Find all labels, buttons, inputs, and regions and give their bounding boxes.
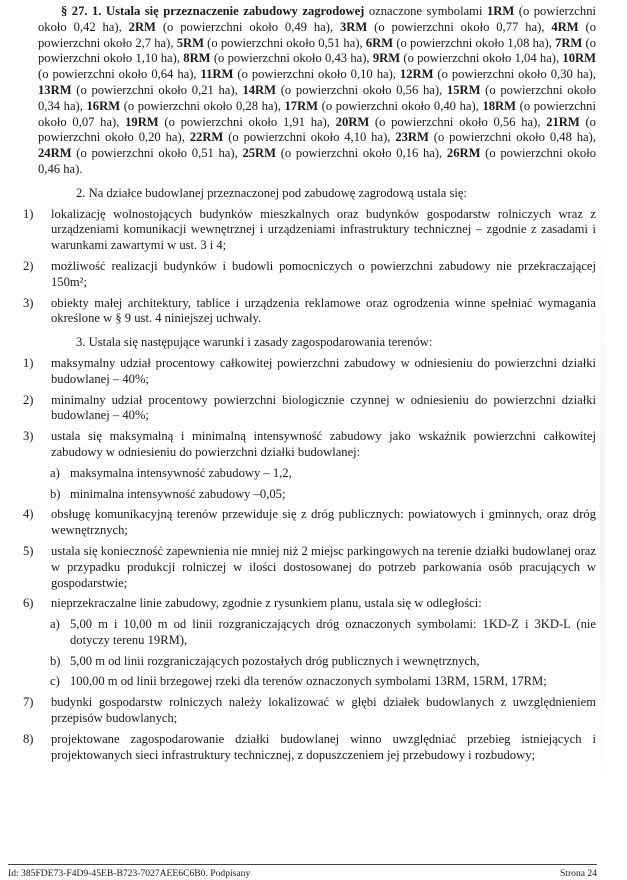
parcel-area: (o powierzchni około 0,77 ha), [367,19,552,34]
section-lead-text: oznaczone symbolami [364,4,487,18]
parcel-symbol: 9RM [372,51,401,66]
list-item [23,295,596,328]
page-footer [8,864,597,879]
parcel-symbol: 23RM [395,130,429,145]
list-item [23,695,596,727]
parcel-area: (o powierzchni około 0,43 ha), [210,51,373,66]
item-text: 100,00 m od linii brzegowej rzeki dla terenów oznaczonych symbolami 13RM, 15RM, 17RM; [70,674,547,689]
item-number: b) [50,486,61,501]
parcel-symbol: 5RM [176,35,204,50]
parcel-area: (o powierzchni około 4,10 ha), [223,130,396,145]
item-text: ustala się konieczność zapewnienia nie mniej niż 2 miejsc parkingowych na terenie działki budowlanej oraz w przypadku produkcji rolniczej w ilości dostosowanej do potrzeb parkowania osób pracujących w gospodarstwie; [51,543,596,590]
list-item [23,543,596,591]
item-text: możliwość realizacji budynków i budowli pomocniczych o powierzchni zabudowy nie przekraczającej 150m²; [51,258,596,289]
parcel-area: (o powierzchni około 0,56 ha), [369,114,547,129]
item-text: maksymalna intensywność zabudowy – 1,2, [70,465,292,480]
parcel-symbol: 22RM [189,130,224,145]
item-text: obiekty małej architektury, tablice i urządzenia reklamowe oraz ogrodzenia winne spełniać wymagania określone w § 9 ust. 4 niniejszej uchwały. [51,295,596,326]
parcel-area: (o powierzchni około 1,04 ha), [400,51,563,66]
item-number: a) [50,465,60,480]
list-item [23,258,596,291]
item-number: 5) [23,543,34,558]
item-number: a) [50,617,60,632]
item-text: minimalny udział procentowy powierzchni biologicznie czynnej w odniesieniu do powierzchni działki budowlanej – 40%; [51,392,596,423]
parcel-area: (o powierzchni około 1,08 ha), [393,35,556,50]
document-page [23,4,596,768]
item-number: 7) [23,695,34,710]
section-lead: § 27. 1. Ustala się przeznaczenie zabudowy zagrodowej [61,4,365,18]
parcel-area: (o powierzchni około 0,21 ha), [71,82,243,97]
parcel-area: (o powierzchni około 0,07 ha), [38,98,596,129]
item-text: obsługę komunikacyjną terenów przewiduje się z dróg publicznych: powiatowych i gminnych, oraz dróg wewnętrznych; [51,507,596,538]
parcel-area: (o powierzchni około 0,34 ha), [38,82,596,113]
section-27-paragraph [38,4,596,178]
parcel-area: (o powierzchni około 0,51 ha), [203,35,366,50]
item-number: b) [50,653,61,668]
parcel-symbol: 1RM [486,4,515,18]
parcel-area: (o powierzchni około 0,64 ha), [38,67,201,82]
parcel-symbol: 7RM [555,35,583,50]
list-item [23,596,596,612]
parcel-symbol: 19RM [125,114,159,129]
item-number: 6) [23,596,34,611]
item-number: 3) [23,295,34,310]
list-item [23,507,596,539]
parcel-symbol: 4RM [551,19,579,34]
parcel-area: (o powierzchni około 0,20 ha), [38,114,596,145]
item-number: 4) [23,507,34,522]
list-item [23,731,596,764]
parcel-area: (o powierzchni około 0,48 ha), [428,130,596,145]
item-text: projektowane zagospodarowanie działki budowlanej winno uwzględniać przebieg istniejących i projektowanych sieci infrastruktury technicznej, z dopuszczeniem jej przebudowy i rozbudowy; [51,731,596,762]
item-text: lokalizację wolnostojących budynków mieszkalnych oraz budynków gospodarstw rolniczych wraz z urządzeniami komunikacji wewnętrznej i urządzeniami infrastruktury technicznej – zgodnie z zasadami i warunkami zawartymi w ust. 3 i 4; [51,206,596,253]
parcel-symbol: 26RM [446,146,481,161]
parcel-area: (o powierzchni około 1,10 ha), [38,35,596,66]
parcel-symbol: 25RM [242,146,277,161]
parcel-symbol: 14RM [242,82,277,97]
parcel-area: (o powierzchni około 0,16 ha), [276,146,447,161]
item-text: 5,00 m i 10,00 m od linii rozgraniczających dróg oznaczonych symbolami: 1KD-Z i 3KD-L (nie dotyczy terenu 19RM), [70,617,596,647]
parcel-symbol: 3RM [339,19,368,34]
list-item [23,429,596,461]
parcel-symbol: 12RM [399,67,434,82]
item-text: ustala się maksymalną i minimalną intensywność zabudowy jako wskaźnik powierzchni całkowitej zabudowy w odniesieniu do powierzchni działki budowlanej: [51,429,596,459]
parcel-symbol: 24RM [38,146,72,161]
parcel-area: (o powierzchni około 0,51 ha), [71,146,243,161]
parcel-area: (o powierzchni około 0,49 ha), [155,19,340,34]
sub-list-item [38,674,596,690]
part-2-list [23,206,596,328]
parcel-symbol: 8RM [183,51,211,66]
parcel-symbol: 11RM [200,67,234,82]
parcel-symbol: 15RM [446,82,481,97]
item-text: nieprzekraczalne linie zabudowy, zgodnie z rysunkiem planu, ustala się w odległości: [51,596,482,611]
list-item [23,206,596,254]
part-2-heading: 2. Na działce budowlanej przeznaczonej pod zabudowę zagrodową ustala się: [76,185,467,200]
item-number: c) [50,674,60,689]
page-number: Strona 24 [559,868,597,879]
parcel-symbol: 16RM [86,98,121,113]
sub-list-item [38,487,596,503]
scan-shadow [600,210,605,810]
parcel-area: (o powierzchni około 0,42 ha), [38,4,596,34]
parcel-area: (o powierzchni około 2,7 ha), [38,19,596,50]
parcel-symbol: 17RM [284,98,319,113]
item-number: 2) [23,392,34,407]
item-number: 2) [23,258,34,273]
parcel-symbol: 21RM [546,114,580,129]
item-text: 5,00 m od linii rozgraniczających pozostałych dróg publicznych i wewnętrznych, [70,653,480,668]
parcel-area: (o powierzchni około 0,40 ha), [318,98,483,113]
part-3-heading: 3. Ustala się następujące warunki i zasady zagospodarowania terenów: [76,335,433,350]
sub-list-item [38,466,596,482]
item-text: budynki gospodarstw rolniczych należy lokalizować w głębi działek budowlanych z uwzględnieniem przepisów budowlanych; [51,695,596,726]
parcel-symbol: 13RM [38,82,72,97]
parcel-symbol: 6RM [365,35,394,50]
sub-list-item [38,617,596,649]
item-text: minimalna intensywność zabudowy –0,05; [70,486,286,501]
parcel-area: (o powierzchni około 0,46 ha). [38,146,596,176]
sub-list-item [38,654,596,670]
item-number: 3) [23,429,34,444]
item-text: maksymalny udział procentowy całkowitej powierzchni zabudowy w odniesieniu do powierzchni działki budowlanej – 40%; [51,355,596,386]
parcel-area: (o powierzchni około 0,30 ha), [433,67,596,82]
list-item [23,355,596,388]
parcel-symbol: 10RM [562,51,596,66]
item-number: 1) [23,355,34,370]
parcel-area: (o powierzchni około 0,28 ha), [120,98,285,113]
item-number: 8) [23,731,34,746]
parcel-symbol: 20RM [335,114,370,129]
parcel-area: (o powierzchni około 0,10 ha), [233,67,400,82]
parcel-area: (o powierzchni około 1,91 ha), [158,114,336,129]
list-item [23,392,596,425]
part-3-list [23,355,596,764]
item-number: 1) [23,206,34,221]
parcel-symbol: 2RM [128,19,156,34]
parcel-area: (o powierzchni około 0,56 ha), [276,82,447,97]
document-id: Id: 385FDE73-F4D9-45EB-B723-7027AEE6C6B0. Podpisany [8,868,251,879]
parcel-symbol: 18RM [482,98,517,113]
